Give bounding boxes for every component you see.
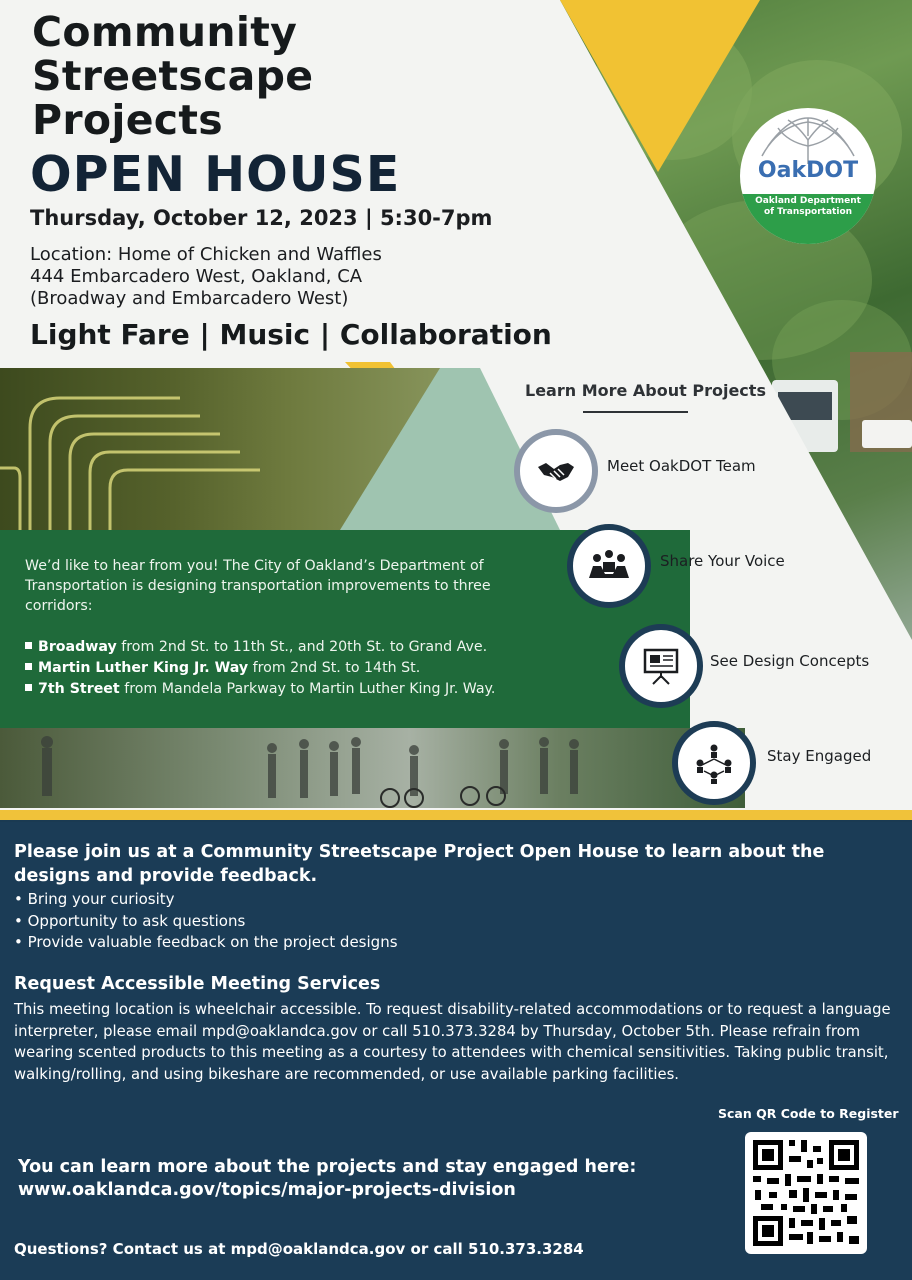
open-house-heading: OPEN HOUSE (30, 146, 401, 203)
list-item: • Provide valuable feedback on the project designs (14, 933, 398, 951)
step-label-meet-team: Meet OakDOT Team (607, 457, 756, 475)
step-label-design-concepts: See Design Concepts (710, 652, 870, 670)
accessibility-heading: Request Accessible Meeting Services (14, 974, 381, 994)
presentation-board-icon (639, 644, 683, 688)
people-silhouettes (0, 728, 745, 810)
event-title: Community Streetscape Projects (32, 8, 314, 144)
list-item: • Bring your curiosity (14, 890, 175, 908)
join-heading: Please join us at a Community Streetscape Project Open House to learn about the designs and provide feedback. (14, 842, 825, 886)
learn-more-heading: Learn More About Projects (525, 381, 766, 400)
learn-more-text: You can learn more about the projects and stay engaged here: (18, 1157, 637, 1177)
corridor-item: Martin Luther King Jr. Way from 2nd St. to 14th St. (25, 658, 495, 679)
event-features: Light Fare | Music | Collaboration (30, 318, 552, 351)
group-discussion-icon (587, 544, 631, 588)
yellow-divider (0, 810, 912, 820)
step-circle-share-voice (567, 524, 651, 608)
corridor-list (25, 637, 495, 700)
circuit-lines (0, 368, 480, 533)
scan-qr-label: Scan QR Code to Register (718, 1106, 899, 1121)
corridor-item: Broadway from 2nd St. to 11th St., and 20th St. to Grand Ave. (25, 637, 495, 658)
step-circle-design-concepts (619, 624, 703, 708)
logo-name: OakDOT (757, 158, 859, 183)
oak-tree-icon (758, 116, 858, 164)
contact-line: Questions? Contact us at mpd@oaklandca.gov or call 510.373.3284 (14, 1240, 584, 1258)
bottom-section (0, 822, 912, 1280)
intro-paragraph: We’d like to hear from you! The City of Oakland’s Department of Transportation is designing transportation improvements to three corridors: (25, 558, 491, 614)
qr-code[interactable] (745, 1132, 867, 1254)
step-label-share-voice: Share Your Voice (660, 552, 785, 570)
corridor-item: 7th Street from Mandela Parkway to Martin Luther King Jr. Way. (25, 679, 495, 700)
step-label-stay-engaged: Stay Engaged (767, 747, 872, 765)
list-item: • Opportunity to ask questions (14, 911, 246, 930)
handshake-icon (534, 449, 578, 493)
network-people-icon (692, 741, 736, 785)
event-date: Thursday, October 12, 2023 | 5:30-7pm (30, 206, 493, 230)
qr-code-icon (745, 1132, 867, 1254)
accessibility-body: This meeting location is wheelchair accessible. To request disability-related accommodations or to request a language interpreter, please email mpd@oaklandca.gov or call 510.373.3284 by Thursday, October 5th. Please refrain from wearing scented products to this meeting as a courtesy to attendees with chemical sensitivities. Taking public transit, walking/rolling, and using bikeshare are recommended, or use available parking facilities. (14, 1001, 891, 1083)
step-circle-meet-team (514, 429, 598, 513)
projects-url-link[interactable]: www.oaklandca.gov/topics/major-projects-division (18, 1180, 516, 1200)
oakdot-logo (740, 108, 876, 244)
step-circle-stay-engaged (672, 721, 756, 805)
logo-subtitle: Oakland Department of Transportation (755, 196, 861, 217)
join-list (14, 889, 398, 954)
event-location: Location: Home of Chicken and Waffles 444 Embarcadero West, Oakland, CA (Broadway and Embarcadero West) (30, 244, 382, 309)
heading-underline (583, 411, 688, 413)
learn-more-block (18, 1156, 636, 1202)
